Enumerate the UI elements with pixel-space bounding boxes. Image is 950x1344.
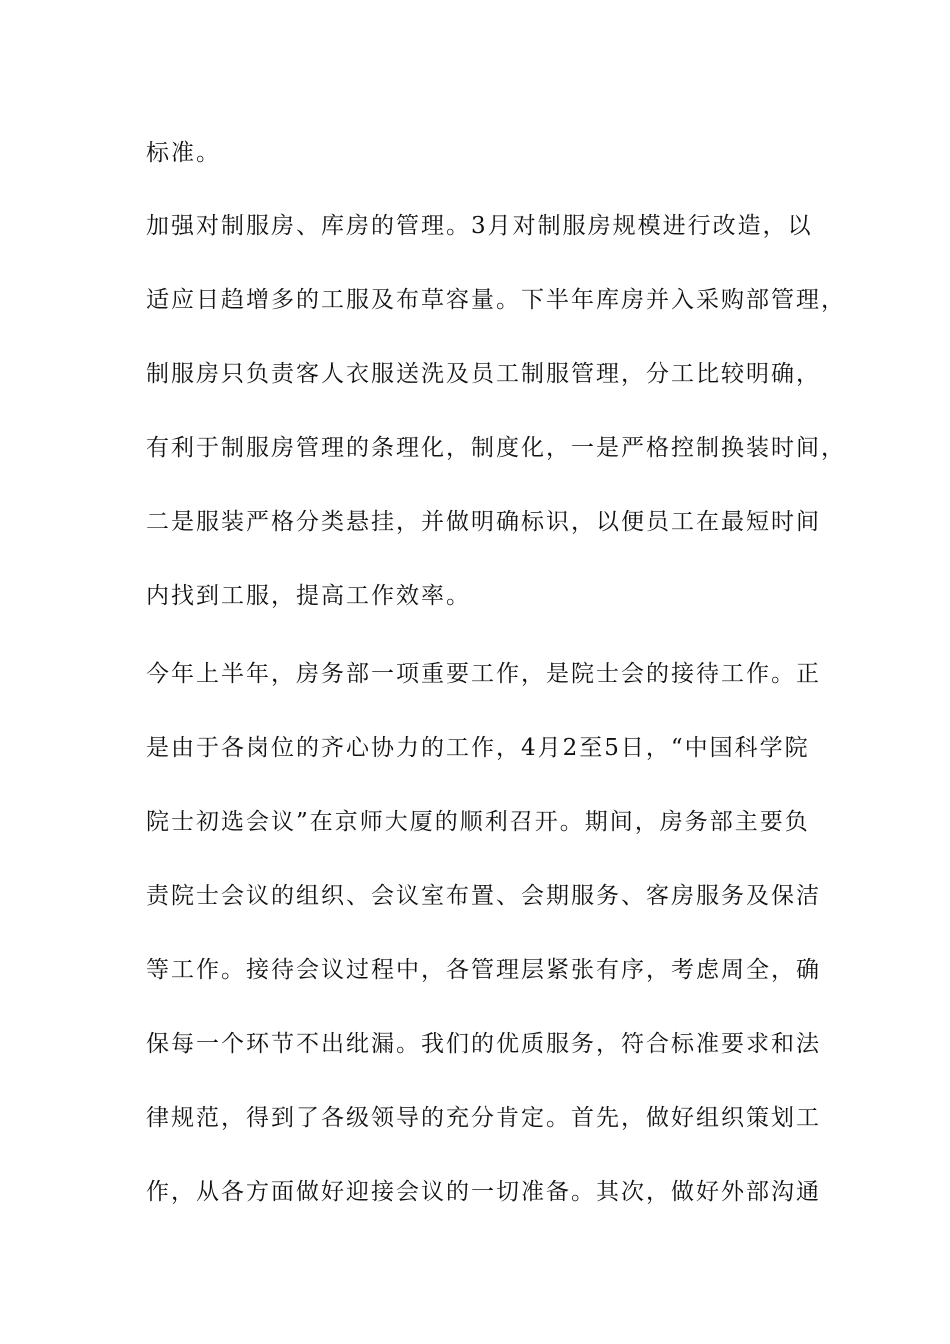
text-line: 作，从各方面做好迎接会议的一切准备。其次，做好外部沟通 [146,1179,821,1205]
text-line: 标准。 [146,140,221,166]
text-line: 保每一个环节不出纰漏。我们的优质服务，符合标准要求和法 [146,1031,821,1057]
text-line: 二是服装严格分类悬挂，并做明确标识，以便员工在最短时间 [146,509,821,535]
text-line: 是由于各岗位的齐心协力的工作，4月2至5日，“中国科学院 [146,735,810,761]
text-line: 今年上半年，房务部一项重要工作，是院士会的接待工作。正 [146,661,821,687]
text-line: 责院士会议的组织、会议室布置、会期服务、客房服务及保洁 [146,883,821,909]
text-line: 加强对制服房、库房的管理。3月对制服房规模进行改造，以 [146,213,813,239]
text-line: 适应日趋增多的工服及布草容量。下半年库房并入采购部管理， [146,287,846,313]
text-line: 有利于制服房管理的条理化，制度化，一是严格控制换装时间， [146,435,846,461]
text-line: 等工作。接待会议过程中，各管理层紧张有序，考虑周全，确 [146,957,821,983]
text-line: 院士初选会议”在京师大厦的顺利召开。期间，房务部主要负 [146,809,810,835]
text-line: 制服房只负责客人衣服送洗及员工制服管理，分工比较明确， [146,361,821,387]
text-line: 律规范，得到了各级领导的充分肯定。首先，做好组织策划工 [146,1105,821,1131]
text-line: 内找到工服，提高工作效率。 [146,583,471,609]
